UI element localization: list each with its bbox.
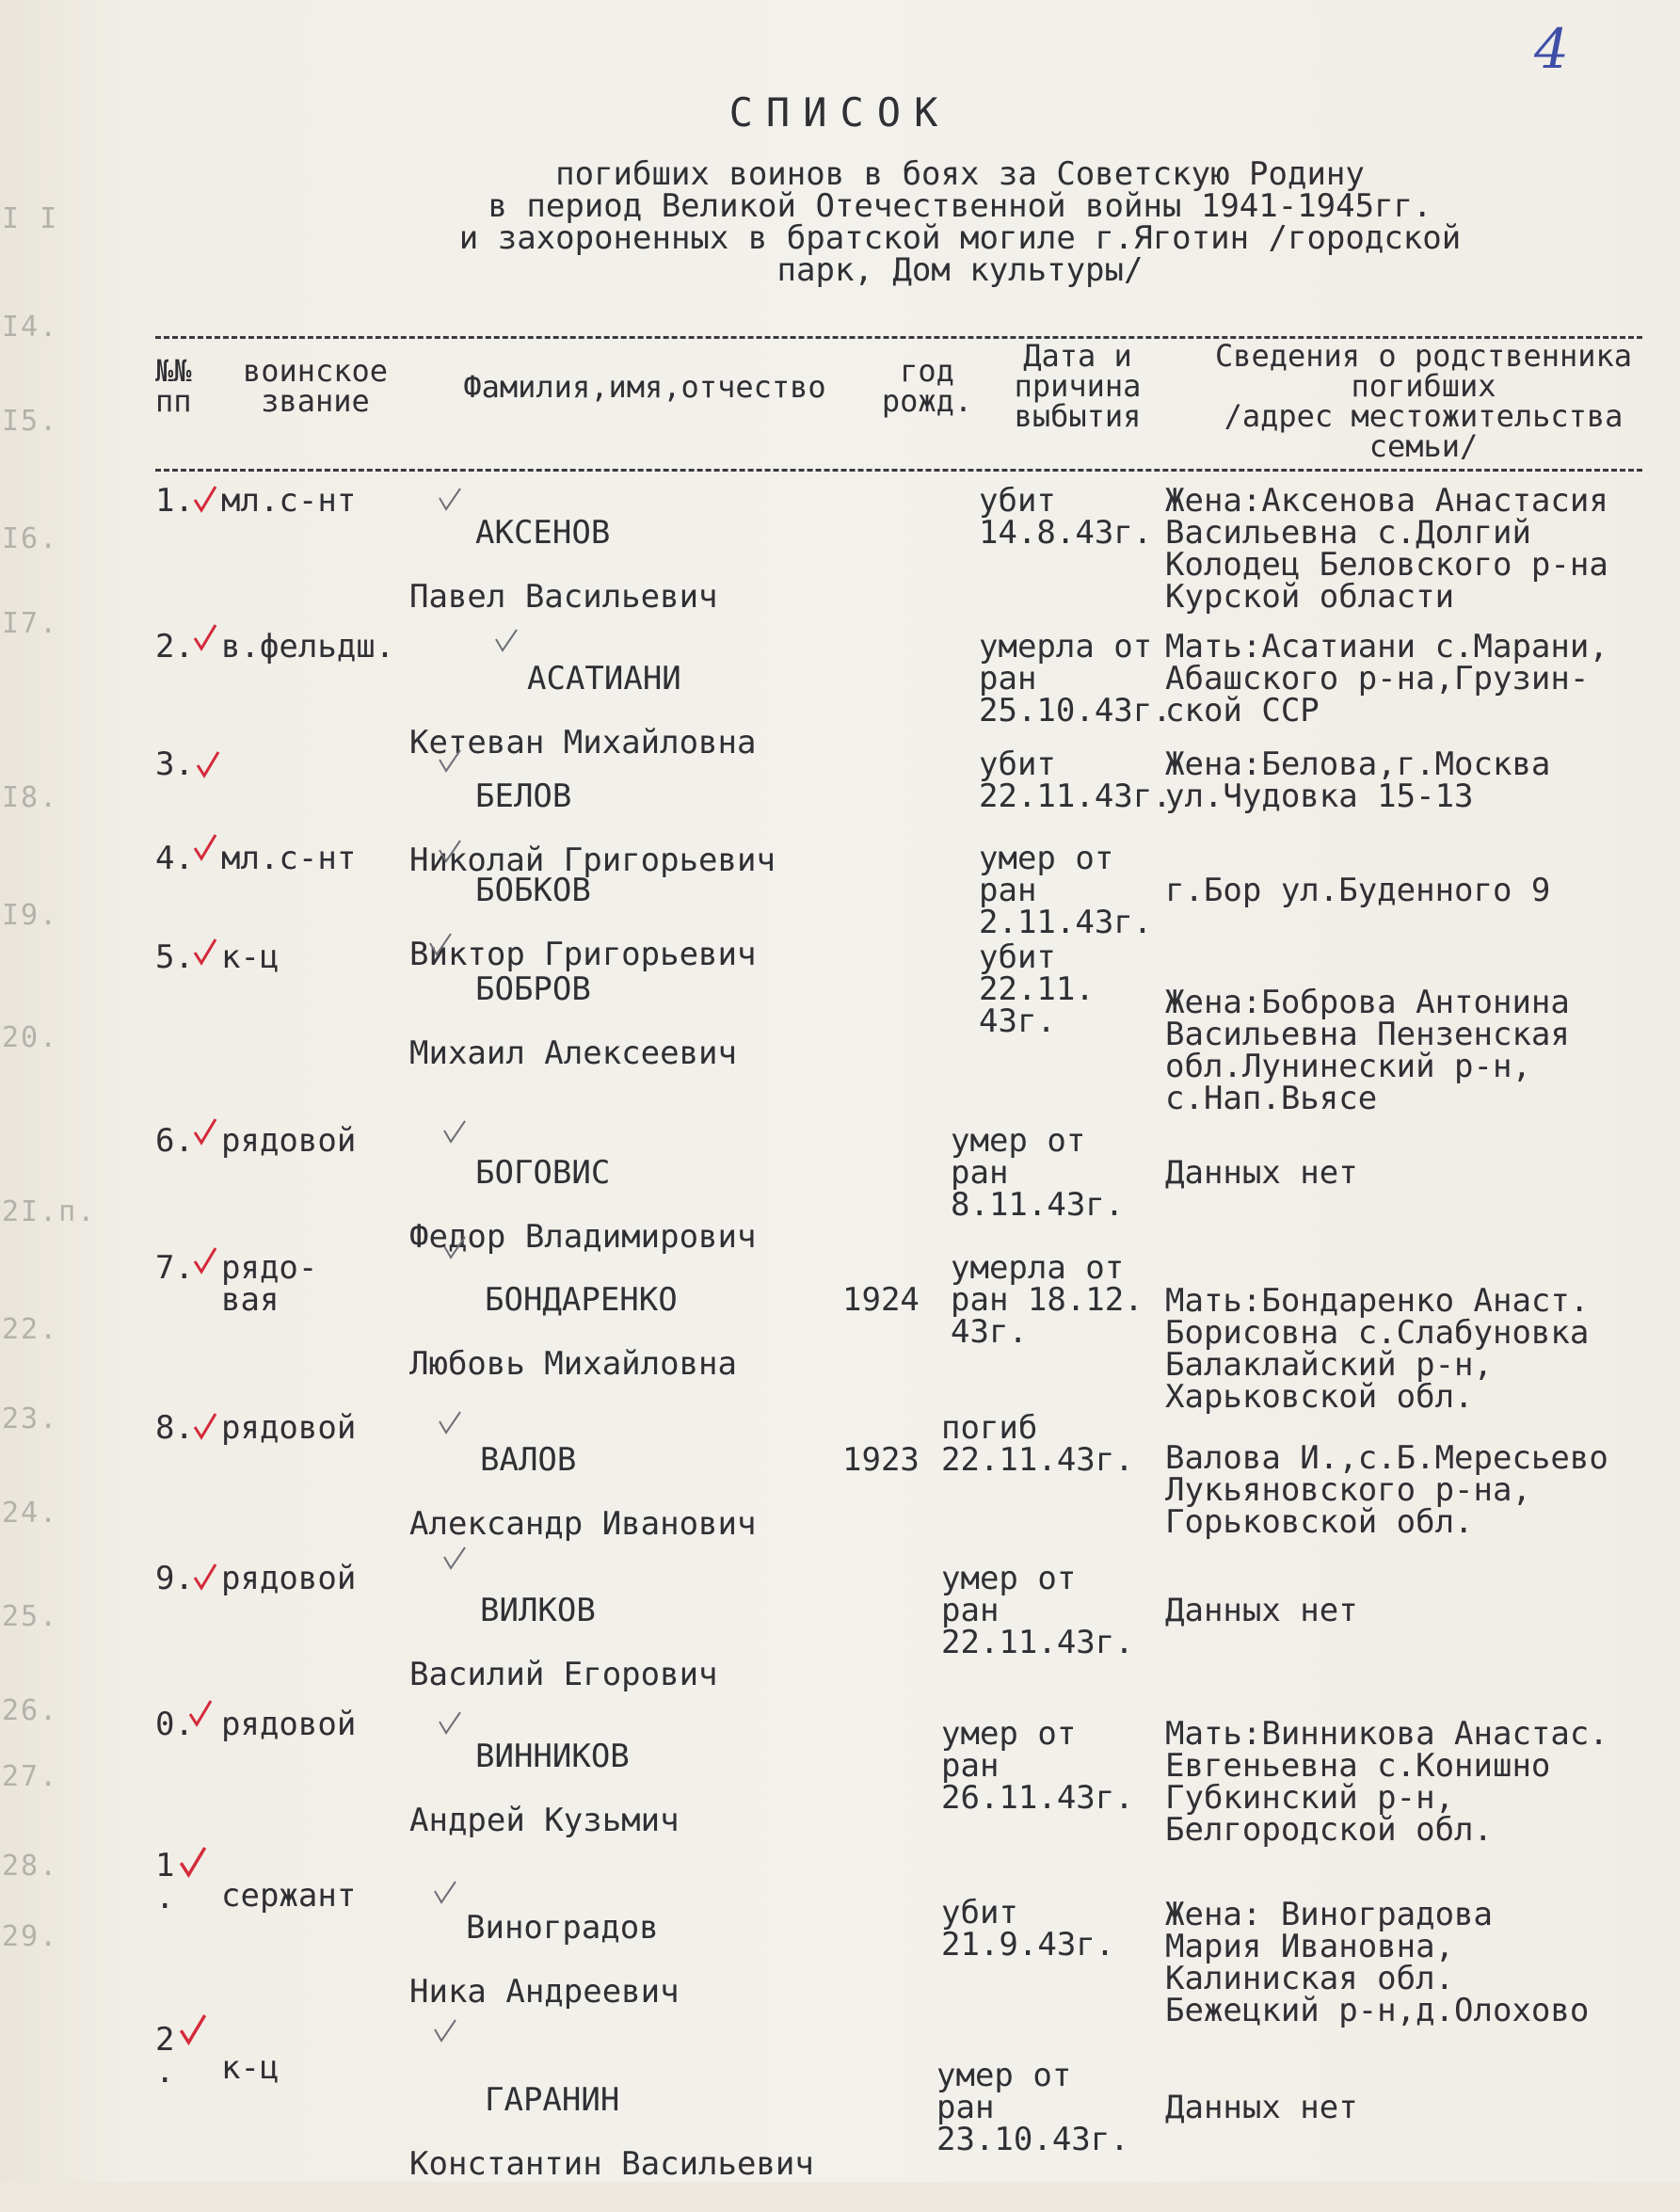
red-check-icon [179, 1845, 207, 1879]
row-name [409, 1708, 936, 1868]
row-relatives: г.Бор ул.Буденного 9 [1165, 872, 1551, 909]
margin-mark: I6. [2, 522, 59, 555]
row-name [409, 941, 936, 1101]
row-fate: убит 21.9.43г. [941, 1894, 1115, 1964]
row-surname: БЕЛОВ [475, 777, 572, 815]
row-surname: БОБРОВ [475, 970, 591, 1008]
row-fate: убит 22.11.43г. [979, 745, 1172, 815]
header-fate: Дата и причина выбытия [1014, 338, 1142, 434]
row-given-name: Федор Владимирович [409, 1218, 757, 1256]
row-surname: БОГОВИС [475, 1154, 611, 1192]
red-check-icon [193, 485, 217, 513]
row-surname: ВИЛКОВ [480, 1592, 596, 1629]
row-given-name: Александр Иванович [409, 1505, 757, 1543]
red-check-icon [193, 833, 217, 861]
row-given-name: Любовь Михайловна [409, 1345, 737, 1383]
red-check-icon [193, 1117, 217, 1146]
row-relatives: Мать:Асатиани с.Марани, Абашского р-на,Грузин- ской ССР [1165, 628, 1608, 729]
document-subtitle: погибших воинов в боях за Советскую Родину в период Великой Отечественной войны 1941-1945гг. и захороненных в братской могиле г.Яготин /городской парк, Дом культуры/ [458, 155, 1462, 289]
row-number: 8. [155, 1409, 194, 1447]
row-rank: рядовой [221, 1706, 357, 1743]
row-given-name: Павел Васильевич [409, 578, 718, 616]
row-number: 2 . [155, 2021, 175, 2091]
row-number: 1. [155, 482, 194, 520]
margin-mark: 29. [2, 1920, 59, 1953]
margin-mark: I I [2, 202, 59, 235]
row-relatives: Мать:Винникова Анастас. Евгеньевна с.Конишно Губкинский р-н, Белгородской обл. [1165, 1715, 1608, 1849]
margin-mark: 23. [2, 1403, 59, 1435]
row-rank: рядовой [221, 1560, 357, 1597]
row-surname: Виноградов [466, 1909, 659, 1947]
row-surname: БОНДАРЕНКО [485, 1281, 678, 1319]
header-relatives: Сведения о родственника погибших /адрес местожительства семьи/ [1214, 338, 1633, 464]
row-number: 3. [155, 745, 194, 783]
row-name [409, 2020, 936, 2212]
row-fate: умер от ран 8.11.43г. [951, 1122, 1125, 1224]
margin-mark: I9. [2, 899, 59, 932]
row-given-name: Кетеван Михайловна [409, 724, 757, 761]
row-fate: умер от ран 22.11.43г. [941, 1560, 1134, 1661]
row-surname: АКСЕНОВ [475, 514, 611, 552]
row-number: 5. [155, 938, 194, 976]
row-rank: сержант [221, 1877, 357, 1915]
row-fate: убит 22.11. 43г. [979, 938, 1095, 1040]
document-title: СПИСОК [728, 89, 952, 136]
row-fate: погиб 22.11.43г. [941, 1409, 1134, 1479]
row-number: 6. [155, 1122, 194, 1160]
row-relatives: Жена:Аксенова Анастасия Васильевна с.Долгий Колодец Беловского р-на Курской области [1165, 482, 1608, 616]
header-rank: воинское звание [242, 353, 389, 419]
row-rank: к-ц [221, 2049, 280, 2087]
header-num: №№ пп [155, 353, 192, 419]
row-name [409, 1252, 936, 1412]
row-surname: БОБКОВ [475, 872, 591, 909]
margin-mark: 27. [2, 1760, 59, 1793]
row-number: 7. [155, 1249, 194, 1287]
row-rank: к-ц [221, 938, 280, 976]
red-check-icon [179, 2012, 207, 2046]
row-relatives: Данных нет [1165, 1154, 1358, 1192]
margin-mark: I5. [2, 405, 59, 438]
row-fate: умер от ран 23.10.43г. [936, 2057, 1129, 2158]
header-name: Фамилия,имя,отчество [463, 369, 826, 405]
row-given-name: Виктор Григорьевич [409, 936, 757, 973]
row-given-name: Ника Андреевич [409, 1973, 680, 2011]
row-relatives: Данных нет [1165, 2089, 1358, 2126]
row-surname: ВАЛОВ [480, 1441, 577, 1479]
row-relatives: Жена:Боброва Антонина Васильевна Пензенская обл.Лунинеский р-н, с.Нап.Вьясе [1165, 984, 1570, 1117]
red-check-icon [193, 1246, 217, 1274]
margin-mark: I8. [2, 781, 59, 814]
row-fate: умер от ран 26.11.43г. [941, 1715, 1134, 1817]
row-surname: ГАРАНИН [485, 2081, 620, 2119]
row-name [409, 485, 936, 645]
row-name [409, 1563, 936, 1723]
row-number: 2. [155, 628, 194, 665]
row-relatives: Мать:Бондаренко Анаст. Борисовна с.Слабуновка Балаклайский р-н, Харьковской обл. [1165, 1282, 1590, 1416]
red-check-icon [193, 1563, 217, 1591]
row-fate: умерла от ран 25.10.43г. [979, 628, 1172, 729]
row-number: 4. [155, 840, 194, 877]
red-check-icon [193, 938, 217, 966]
row-rank: рядовой [221, 1409, 357, 1447]
row-rank: мл.с-нт [221, 482, 357, 520]
row-rank: мл.с-нт [221, 840, 357, 877]
row-number: 1 . [155, 1847, 175, 1916]
red-check-icon [188, 1699, 213, 1727]
row-number: 0. [155, 1706, 194, 1743]
row-rank: в.фельдш. [221, 628, 395, 665]
margin-mark: I7. [2, 607, 59, 640]
row-birth-year: 1923 [842, 1441, 920, 1479]
row-surname: АСАТИАНИ [527, 660, 681, 697]
row-name [409, 1412, 936, 1572]
red-check-icon [193, 623, 217, 651]
margin-mark: 22. [2, 1313, 59, 1346]
page-number: 4 [1534, 17, 1569, 81]
row-birth-year: 1924 [842, 1281, 920, 1319]
margin-mark: I4. [2, 311, 59, 344]
row-surname: ВИННИКОВ [475, 1738, 630, 1775]
margin-mark: 28. [2, 1850, 59, 1883]
row-fate: умер от ран 2.11.43г. [979, 840, 1153, 941]
row-relatives: Жена:Белова,г.Москва ул.Чудовка 15-13 [1165, 745, 1551, 815]
row-given-name: Василий Егорович [409, 1656, 718, 1693]
row-rank: рядовой [221, 1122, 357, 1160]
row-rank: рядо- вая [221, 1249, 318, 1319]
margin-mark: 25. [2, 1600, 59, 1633]
row-relatives: Данных нет [1165, 1592, 1358, 1629]
row-fate: умерла от ран 18.12. 43г. [951, 1249, 1144, 1351]
row-name [409, 1848, 936, 2040]
red-check-icon [196, 750, 220, 778]
margin-mark: 26. [2, 1694, 59, 1727]
row-given-name: Николай Григорьевич [409, 842, 776, 879]
row-relatives: Валова И.,с.Б.Мересьево Лукьяновского р-на, Горьковской обл. [1165, 1439, 1608, 1541]
red-check-icon [193, 1412, 217, 1440]
row-given-name: Константин Васильевич [409, 2145, 814, 2183]
margin-mark: 20. [2, 1021, 59, 1054]
margin-mark: 24. [2, 1497, 59, 1530]
row-relatives: Жена: Виноградова Мария Ивановна, Калиниская обл. Бежецкий р-н,д.Олохово [1165, 1896, 1590, 2029]
row-given-name: Андрей Кузьмич [409, 1802, 680, 1839]
header-bottom-rule [155, 469, 1642, 472]
row-given-name: Михаил Алексеевич [409, 1034, 737, 1072]
header-year: год рожд. [881, 353, 973, 419]
margin-mark: 2I.п. [2, 1195, 97, 1228]
row-number: 9. [155, 1560, 194, 1597]
row-fate: убит 14.8.43г. [979, 482, 1153, 552]
